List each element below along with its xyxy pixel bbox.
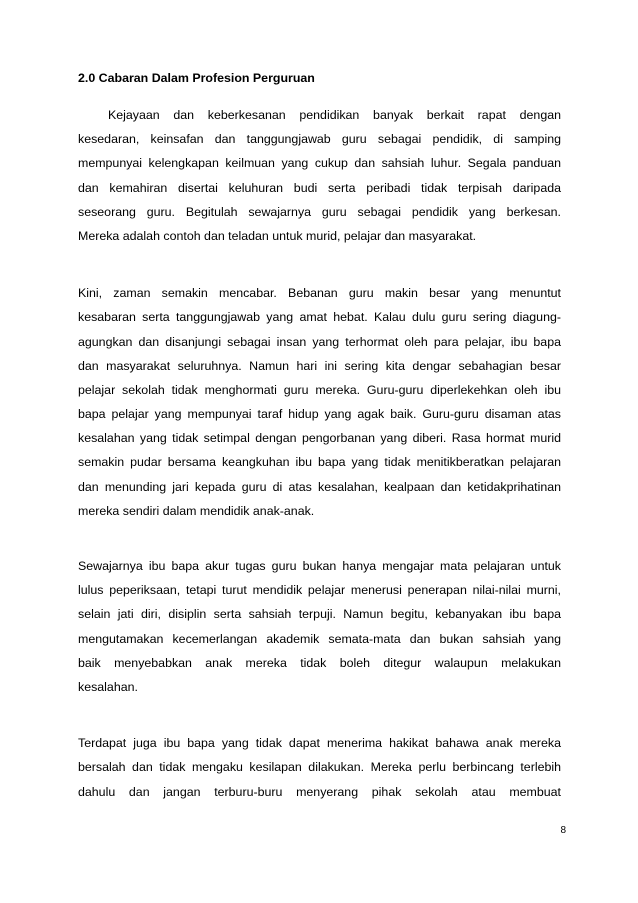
paragraph-line: bapa pelajar yang mempunyai taraf hidup yang agak baik. Guru-guru disaman atas — [78, 407, 561, 422]
section-heading: 2.0 Cabaran Dalam Profesion Perguruan — [78, 71, 315, 85]
paragraph-line: bersalah dan tidak mengaku kesilapan dilakukan. Mereka perlu berbincang terlebih — [78, 760, 561, 775]
paragraph-line: dahulu dan jangan terburu-buru menyerang pihak sekolah atau membuat — [78, 784, 561, 799]
paragraph-line: mempunyai kelengkapan keilmuan yang cukup dan sahsiah luhur. Segala panduan — [78, 156, 561, 171]
paragraph-line: kesalahan yang tidak setimpal dengan pengorbanan yang diberi. Rasa hormat murid — [78, 431, 561, 446]
paragraph-line: Kejayaan dan keberkesanan pendidikan banyak berkait rapat dengan — [108, 108, 561, 122]
paragraph-line: Sewajarnya ibu bapa akur tugas guru bukan hanya mengajar mata pelajaran untuk — [78, 559, 561, 573]
paragraph-line: lulus peperiksaan, tetapi turut mendidik pelajar menerusi penerapan nilai-nilai murni, — [78, 583, 561, 598]
paragraph-2 — [78, 281, 561, 523]
paragraph-4 — [78, 731, 561, 804]
paragraph-line: selain jati diri, disiplin serta sahsiah terpuji. Namun begitu, kebanyakan ibu bapa — [78, 607, 561, 622]
paragraph-line: Mereka adalah contoh dan teladan untuk murid, pelajar dan masyarakat. — [78, 228, 477, 243]
paragraph-line: mereka sendiri dalam mendidik anak-anak. — [78, 503, 315, 518]
paragraph-line: semakin pudar bersama keangkuhan ibu bapa yang tidak menitikberatkan pelajaran — [78, 455, 561, 470]
paragraph-line: kesabaran serta tanggungjawab yang amat hebat. Kalau dulu guru sering diagung- — [78, 310, 561, 325]
paragraph-line: Kini, zaman semakin mencabar. Bebanan guru makin besar yang menuntut — [78, 286, 561, 301]
paragraph-3 — [78, 554, 561, 699]
paragraph-line: kesalahan. — [78, 679, 138, 694]
paragraph-line: baik menyebabkan anak mereka tidak boleh ditegur walaupun melakukan — [78, 655, 561, 670]
paragraph-line: pelajar sekolah tidak menghormati guru mereka. Guru-guru diperlekehkan oleh ibu — [78, 382, 561, 397]
paragraph-line: kesedaran, keinsafan dan tanggungjawab guru sebagai pendidik, di samping — [78, 132, 561, 147]
paragraph-line: dan masyarakat seluruhnya. Namun hari ini sering kita dengar sebahagian besar — [78, 358, 561, 373]
paragraph-1 — [78, 103, 561, 248]
paragraph-line: dan kemahiran disertai keluhuran budi serta peribadi tidak terpisah daripada — [78, 180, 561, 195]
paragraph-line: mengutamakan kecemerlangan akademik semata-mata dan bukan sahsiah yang — [78, 631, 561, 646]
paragraph-line: dan menunding jari kepada guru di atas kesalahan, kealpaan dan ketidakprihatinan — [78, 479, 561, 494]
page-content — [78, 66, 561, 804]
paragraph-line: agungkan dan disanjungi sebagai insan yang terhormat oleh para pelajar, ibu bapa — [78, 334, 561, 349]
page-number: 8 — [560, 825, 566, 836]
paragraph-line: seseorang guru. Begitulah sewajarnya guru sebagai pendidik yang berkesan. — [78, 204, 561, 219]
paragraph-line: Terdapat juga ibu bapa yang tidak dapat menerima hakikat bahawa anak mereka — [78, 736, 561, 751]
